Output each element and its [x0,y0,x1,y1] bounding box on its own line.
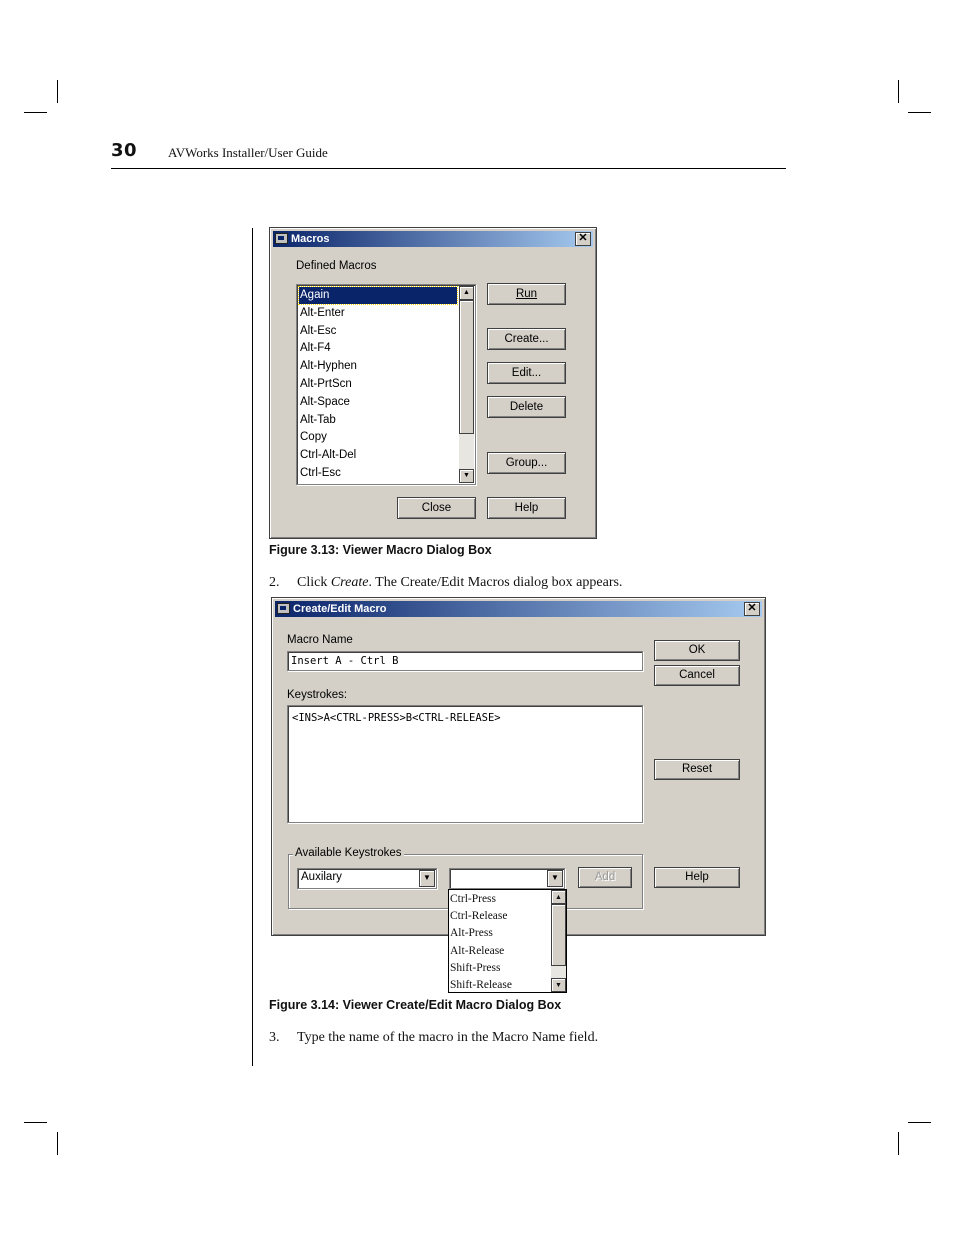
chevron-down-icon[interactable]: ▼ [547,870,563,887]
step-3-text: Type the name of the macro in the Macro Name field. [297,1030,599,1045]
keystroke-combo[interactable] [449,868,565,889]
crop-mark [24,1122,47,1123]
list-item[interactable]: Alt-Enter [300,306,345,319]
list-item[interactable]: Ctrl-Alt-Del [300,449,357,462]
crop-mark [57,1132,58,1155]
list-item[interactable]: Alt-F4 [300,342,331,355]
list-item[interactable]: Again [299,287,457,304]
available-keystrokes-label: Available Keystrokes [295,847,402,859]
keystrokes-textarea[interactable]: <INS>A<CTRL-PRESS>B<CTRL-RELEASE> [287,705,643,823]
add-button[interactable]: Add [578,867,632,888]
scroll-thumb[interactable] [459,300,474,434]
step-2-emphasis: Create [330,575,369,590]
help-button[interactable]: Help [654,867,740,888]
dropdown-scrollbar[interactable] [551,890,566,992]
list-item[interactable]: Alt-Hyphen [300,360,357,373]
macros-dialog [269,227,597,539]
reset-button[interactable]: Reset [654,759,740,780]
dropdown-option[interactable]: Ctrl-Release [450,910,508,923]
list-item[interactable]: Alt-PrtScn [300,378,352,390]
dropdown-option[interactable]: Alt-Press [450,927,493,940]
scroll-up-icon[interactable]: ▲ [551,890,566,904]
macros-titlebar[interactable] [273,231,593,247]
figure-314-caption: Figure 3.14: Viewer Create/Edit Macro Dialog Box [269,998,562,1012]
dropdown-option[interactable]: Shift-Press [450,961,501,974]
app-icon [277,603,290,614]
crop-mark [57,80,58,103]
figure-313-caption: Figure 3.13: Viewer Macro Dialog Box [269,543,492,557]
side-rule [252,228,253,1066]
keystroke-dropdown-list[interactable] [448,889,567,993]
close-icon[interactable]: ✕ [744,602,760,616]
dropdown-option[interactable]: Alt-Release [450,944,505,957]
list-item[interactable]: Alt-Space [300,395,350,408]
run-button[interactable]: Run [487,283,566,305]
crop-mark [908,1122,931,1123]
category-combo[interactable] [297,868,437,889]
ok-button[interactable]: OK [654,640,740,661]
create-edit-macro-dialog [271,597,766,936]
scroll-down-icon[interactable]: ▼ [459,469,474,483]
app-icon [275,233,288,244]
macros-title: Macros [291,233,330,245]
edit-button[interactable]: Edit... [487,362,566,384]
cancel-button[interactable]: Cancel [654,665,740,686]
step-3 [269,1030,598,1046]
crop-mark [24,112,47,113]
running-head: AVWorks Installer/User Guide [168,145,328,160]
crop-mark [898,1132,899,1155]
list-item[interactable]: Alt-Tab [300,413,336,426]
step-2-text-after: . The Create/Edit Macros dialog box appears. [368,575,623,590]
macro-name-field[interactable]: Insert A - Ctrl B [287,651,643,671]
crop-mark [908,112,931,113]
close-icon[interactable]: ✕ [575,232,591,246]
step-3-number: 3. [269,1030,280,1045]
macro-name-label: Macro Name [287,634,353,646]
header-rule [111,168,786,169]
step-2 [269,575,622,591]
create-edit-titlebar[interactable] [275,601,762,617]
step-2-number: 2. [269,575,280,590]
scroll-thumb[interactable] [551,904,566,966]
dropdown-option[interactable]: Ctrl-Press [450,893,496,905]
dropdown-option[interactable]: Shift-Release [450,979,512,991]
category-value: Auxilary [301,871,342,883]
list-item[interactable]: Alt-Esc [300,324,337,337]
crop-mark [898,80,899,103]
scroll-up-icon[interactable]: ▲ [459,286,474,300]
list-item[interactable]: Copy [300,431,327,444]
defined-macros-label: Defined Macros [296,260,377,272]
step-2-text-before: Click [297,575,331,590]
macros-list-scrollbar[interactable] [459,286,474,483]
list-item[interactable]: Ctrl-Esc [300,467,341,479]
chevron-down-icon[interactable]: ▼ [419,870,435,887]
create-edit-title: Create/Edit Macro [293,603,387,615]
macros-list[interactable] [296,284,476,485]
create-button[interactable]: Create... [487,328,566,350]
close-button[interactable]: Close [397,497,476,519]
page-number: 30 [111,140,138,161]
help-button[interactable]: Help [487,497,566,519]
group-button[interactable]: Group... [487,452,566,474]
scroll-down-icon[interactable]: ▼ [551,978,566,992]
delete-button[interactable]: Delete [487,396,566,418]
keystrokes-label: Keystrokes: [287,689,348,701]
